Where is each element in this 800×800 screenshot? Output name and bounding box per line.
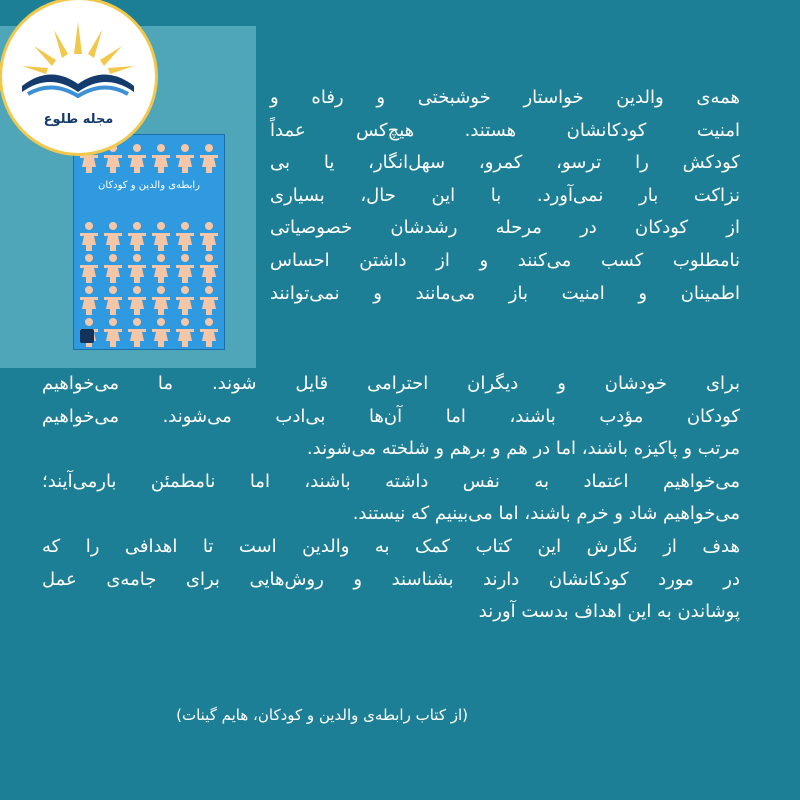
child-figure-icon: [80, 221, 98, 251]
book-cover-title: رابطه‌ی والدین و کودکان: [98, 180, 200, 191]
child-figure-icon: [176, 317, 194, 347]
child-figure-icon: [152, 143, 170, 173]
magazine-logo: [2, 0, 155, 153]
intro-paragraph: [270, 82, 740, 310]
child-figure-icon: [80, 285, 98, 315]
text-line: می‌خواهیم شاد و خرم باشند، اما می‌بینیم که نیستند.: [352, 503, 740, 525]
child-figure-icon: [200, 317, 218, 347]
child-figure-icon: [200, 253, 218, 283]
child-figure-icon: [200, 221, 218, 251]
child-figure-icon: [104, 317, 122, 347]
magazine-name: مجله طلوع: [43, 112, 114, 127]
body-paragraph: [42, 368, 740, 629]
child-figure-icon: [128, 221, 146, 251]
text-line: همه‌ی والدین خواستار خوشبختی و رفاه و: [270, 87, 740, 108]
child-figure-icon: [152, 221, 170, 251]
child-figure-icon: [128, 253, 146, 283]
source-citation: (از کتاب رابطه‌ی والدین و کودکان، هایم گینات): [176, 706, 468, 724]
child-figure-icon: [152, 317, 170, 347]
text-line: نزاکت بار نمی‌آورد. با این حال، بسیاری: [270, 184, 740, 206]
book-cover-image: [73, 134, 225, 350]
text-line: کودکش را ترسو، کمرو، سهل‌انگار، یا بی: [270, 152, 740, 174]
sunrise-book-icon: [2, 0, 155, 110]
text-line: پوشاندن به این اهداف بدست آورند: [478, 601, 740, 623]
child-figure-icon: [128, 143, 146, 173]
kid-row: [80, 221, 218, 251]
text-line: از کودکان در مرحله رشدشان خصوصیاتی: [270, 217, 740, 239]
text-line: اطمینان و امنیت باز می‌مانند و نمی‌توانند: [270, 282, 740, 304]
text-line: برای خودشان و دیگران احترامی قایل شوند. ما می‌خواهیم: [42, 373, 740, 394]
child-figure-icon: [176, 253, 194, 283]
text-line: می‌خواهیم اعتماد به نفس داشته باشند، اما نامطمئن بارمی‌آیند؛: [42, 470, 740, 492]
child-figure-icon: [200, 143, 218, 173]
text-line: هدف از نگارش این کتاب کمک به والدین است تا اهدافی را که: [42, 535, 740, 557]
child-figure-icon: [152, 285, 170, 315]
text-line: در مورد کودکانشان دارند بشناسند و روش‌هایی برای جامه‌ی عمل: [42, 568, 740, 590]
child-figure-icon: [80, 253, 98, 283]
text-line: مرتب و پاکیزه باشند، اما در هم و برهم و شلخته می‌شوند.: [306, 438, 740, 460]
child-figure-icon: [104, 221, 122, 251]
publisher-logo-icon: [80, 329, 94, 343]
text-line: نامطلوب کسب می‌کنند و از داشتن احساس: [270, 249, 740, 271]
child-figure-icon: [176, 285, 194, 315]
kid-row: [80, 285, 218, 315]
child-figure-icon: [176, 143, 194, 173]
kid-row: [80, 317, 218, 347]
child-figure-icon: [176, 221, 194, 251]
child-figure-icon: [128, 285, 146, 315]
kid-row: [80, 253, 218, 283]
child-figure-icon: [104, 253, 122, 283]
child-figure-icon: [200, 285, 218, 315]
child-figure-icon: [128, 317, 146, 347]
child-figure-icon: [152, 253, 170, 283]
child-figure-icon: [104, 285, 122, 315]
text-line: کودکان مؤدب باشند، اما آن‌ها بی‌ادب می‌شوند. می‌خواهیم: [42, 405, 740, 427]
text-line: امنیت کودکانشان هستند. هیچ‌کس عمداً: [270, 119, 740, 141]
